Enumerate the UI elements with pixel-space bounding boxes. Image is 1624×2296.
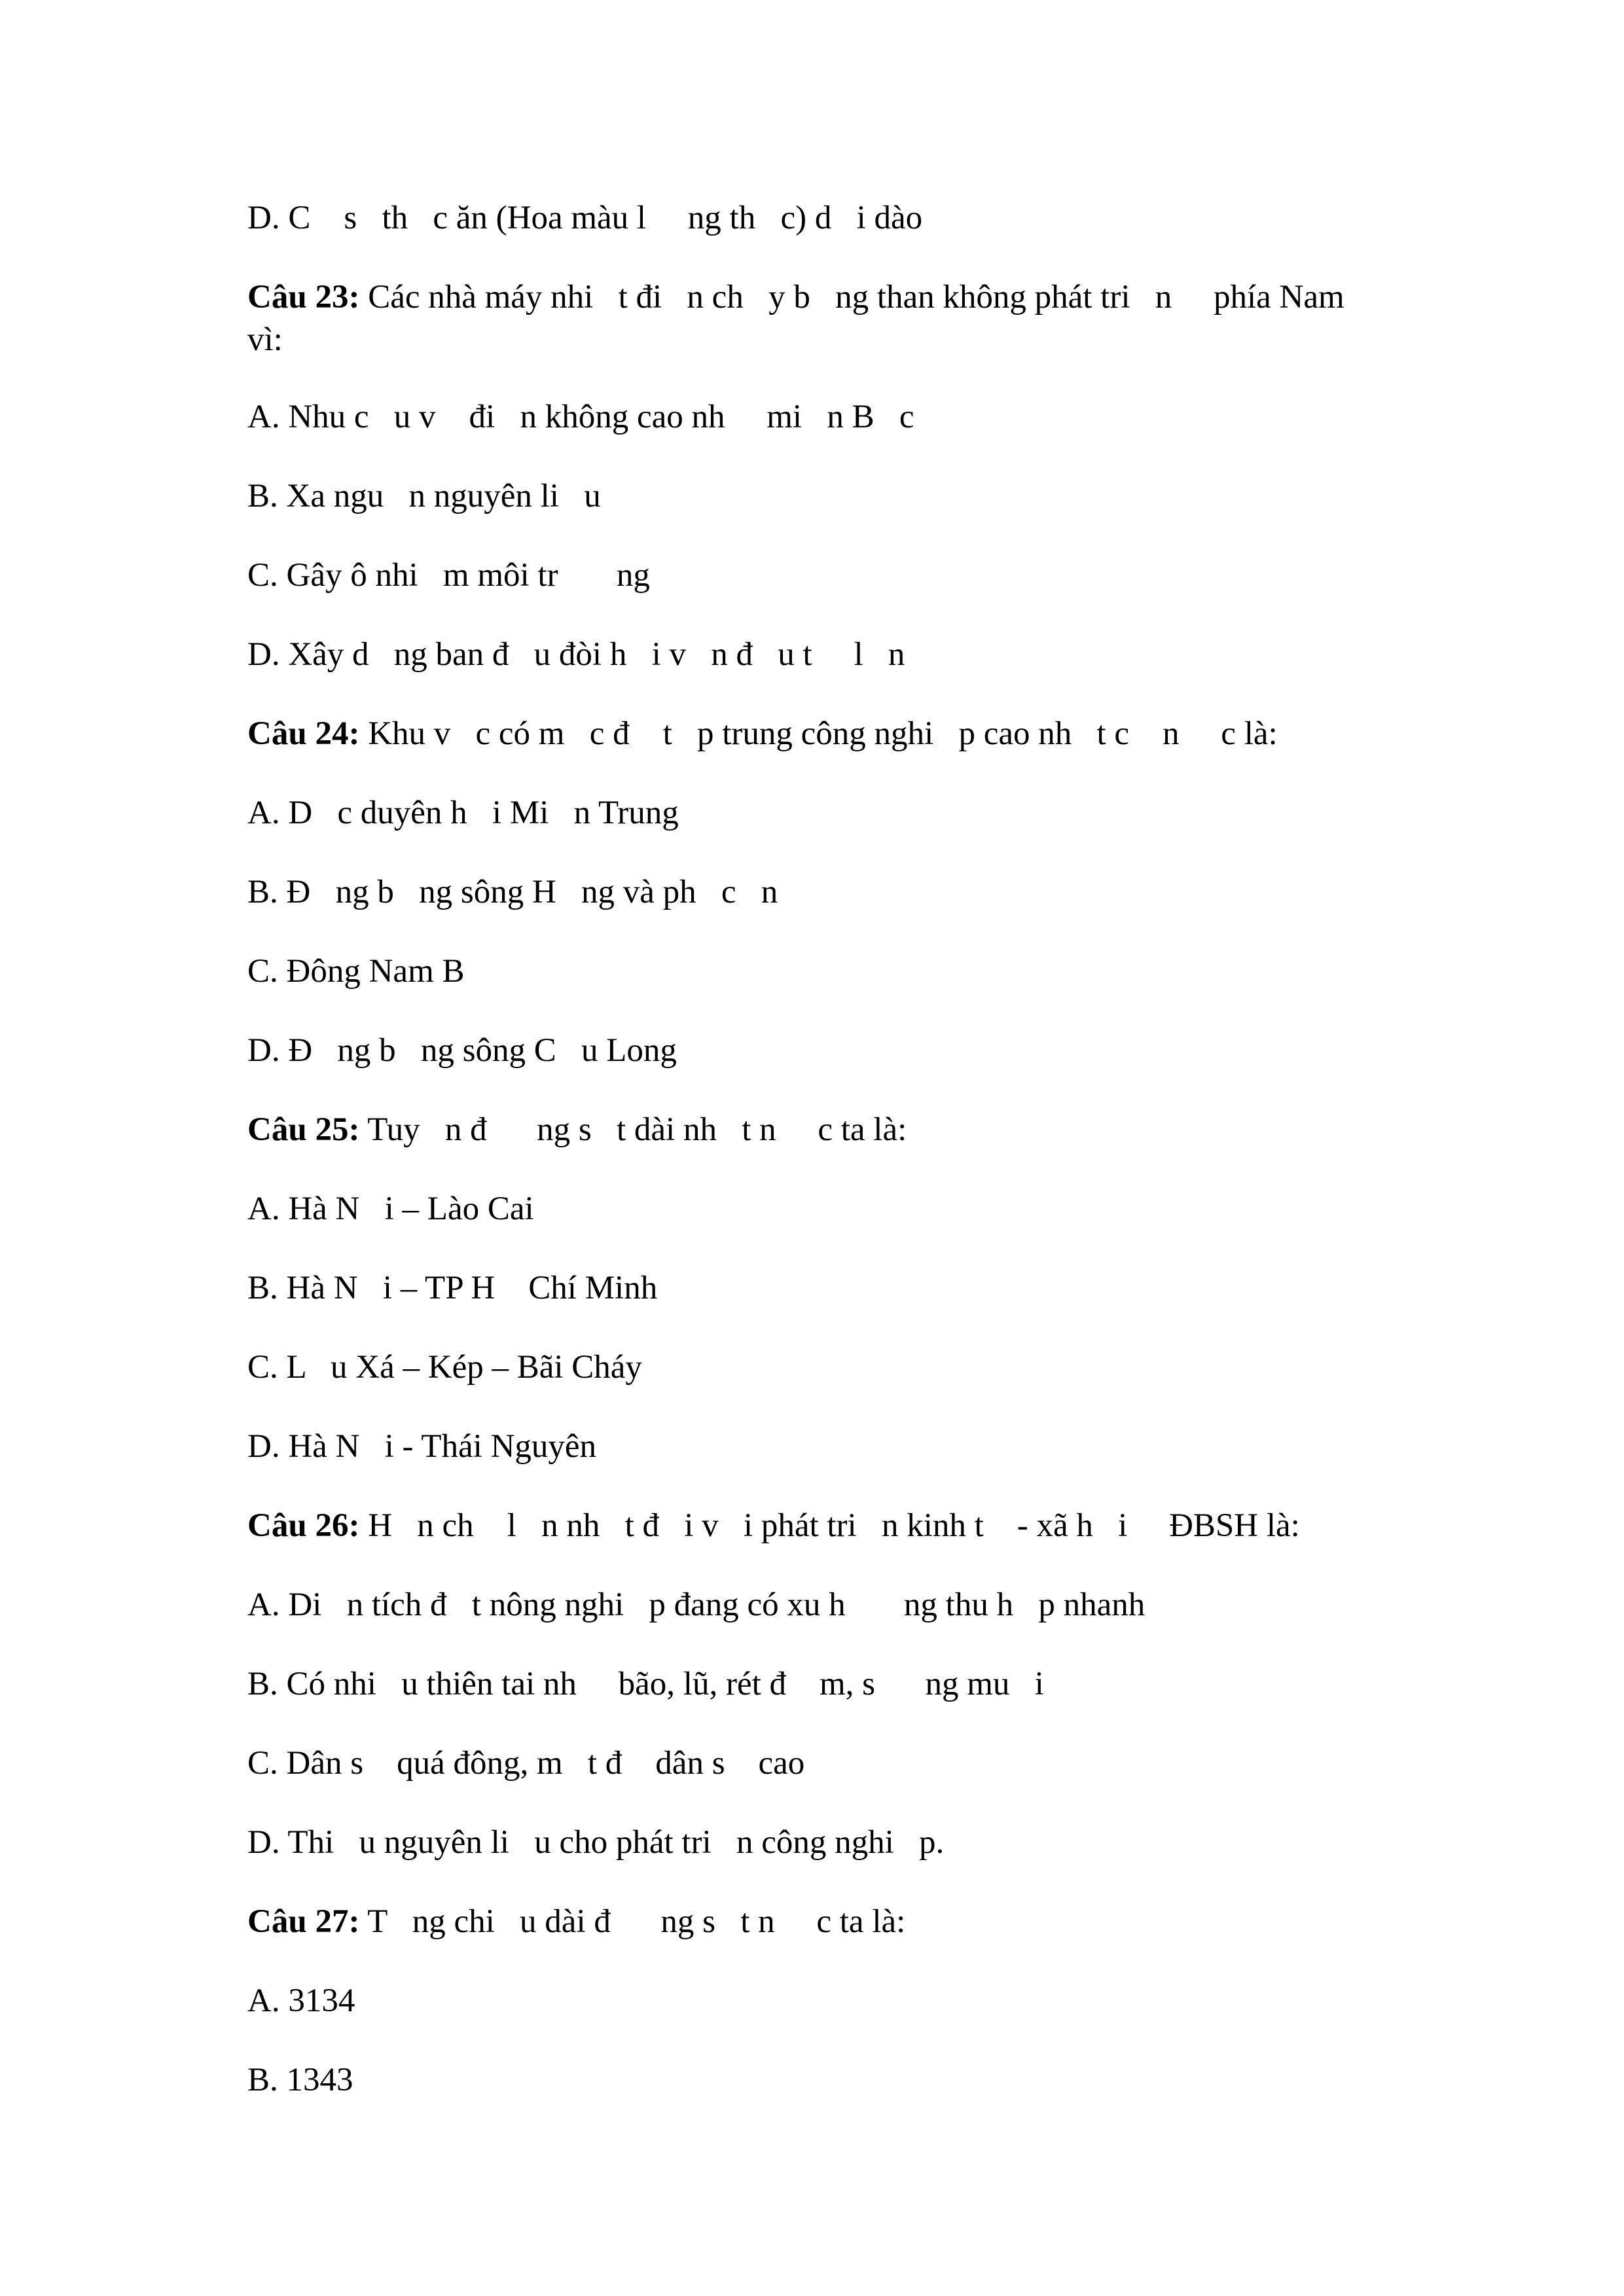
- q26-option-c: C. Dân s quá đông, m t đ dân s cao: [247, 1745, 805, 1782]
- q25-option-d: D. Hà N i - Thái Nguyên: [247, 1428, 597, 1465]
- q27-option-a: A. 3134: [247, 1982, 355, 2019]
- question-27-label: Câu 27:: [247, 1903, 360, 1940]
- question-25: [247, 1110, 1373, 1149]
- q24-option-c: C. Đông Nam B: [247, 953, 465, 990]
- question-25-label: Câu 25:: [247, 1111, 360, 1148]
- q22-option-d: D. C s th c ăn (Hoa màu l ng th c) d i dào: [247, 200, 923, 236]
- q26-option-d: D. Thi u nguyên li u cho phát tri n công nghi p.: [247, 1824, 945, 1861]
- q23-option-a: A. Nhu c u v đi n không cao nh mi n B c: [247, 399, 914, 435]
- question-23-text: Các nhà máy nhi t đi n ch y b ng than không phát tri n phía Nam: [359, 279, 1344, 315]
- q25-option-b: B. Hà N i – TP H Chí Minh: [247, 1270, 658, 1306]
- q26-option-b: B. Có nhi u thiên tai nh bão, lũ, rét đ m, s ng mu i: [247, 1666, 1044, 1702]
- question-25-text: Tuy n đ ng s t dài nh t n c ta là:: [359, 1111, 907, 1148]
- q23-option-c: C. Gây ô nhi m môi tr ng: [247, 557, 650, 594]
- q25-option-a: A. Hà N i – Lào Cai: [247, 1191, 534, 1227]
- question-26-label: Câu 26:: [247, 1507, 360, 1544]
- question-26-text: H n ch l n nh t đ i v i phát tri n kinh t - xã h i ĐBSH là:: [359, 1507, 1300, 1544]
- question-24: [247, 714, 1373, 753]
- q25-option-c: C. L u Xá – Kép – Bãi Cháy: [247, 1349, 642, 1386]
- q23-option-d: D. Xây d ng ban đ u đòi h i v n đ u t l n: [247, 636, 905, 673]
- question-27-text: T ng chi u dài đ ng s t n c ta là:: [359, 1903, 906, 1940]
- q26-option-a: A. Di n tích đ t nông nghi p đang có xu h ng thu h p nhanh: [247, 1587, 1146, 1623]
- question-23-text-cont: vì:: [247, 321, 283, 358]
- question-23: [247, 278, 1373, 317]
- question-23-label: Câu 23:: [247, 279, 360, 315]
- question-26: [247, 1506, 1373, 1545]
- q23-option-b: B. Xa ngu n nguyên li u: [247, 478, 601, 514]
- q24-option-b: B. Đ ng b ng sông H ng và ph c n: [247, 874, 778, 910]
- q24-option-a: A. D c duyên h i Mi n Trung: [247, 795, 679, 831]
- q27-option-b: B. 1343: [247, 2062, 353, 2098]
- question-27: [247, 1902, 1373, 1941]
- q24-option-d: D. Đ ng b ng sông C u Long: [247, 1032, 677, 1069]
- question-24-label: Câu 24:: [247, 715, 360, 752]
- question-24-text: Khu v c có m c đ t p trung công nghi p cao nh t c n c là:: [359, 715, 1278, 752]
